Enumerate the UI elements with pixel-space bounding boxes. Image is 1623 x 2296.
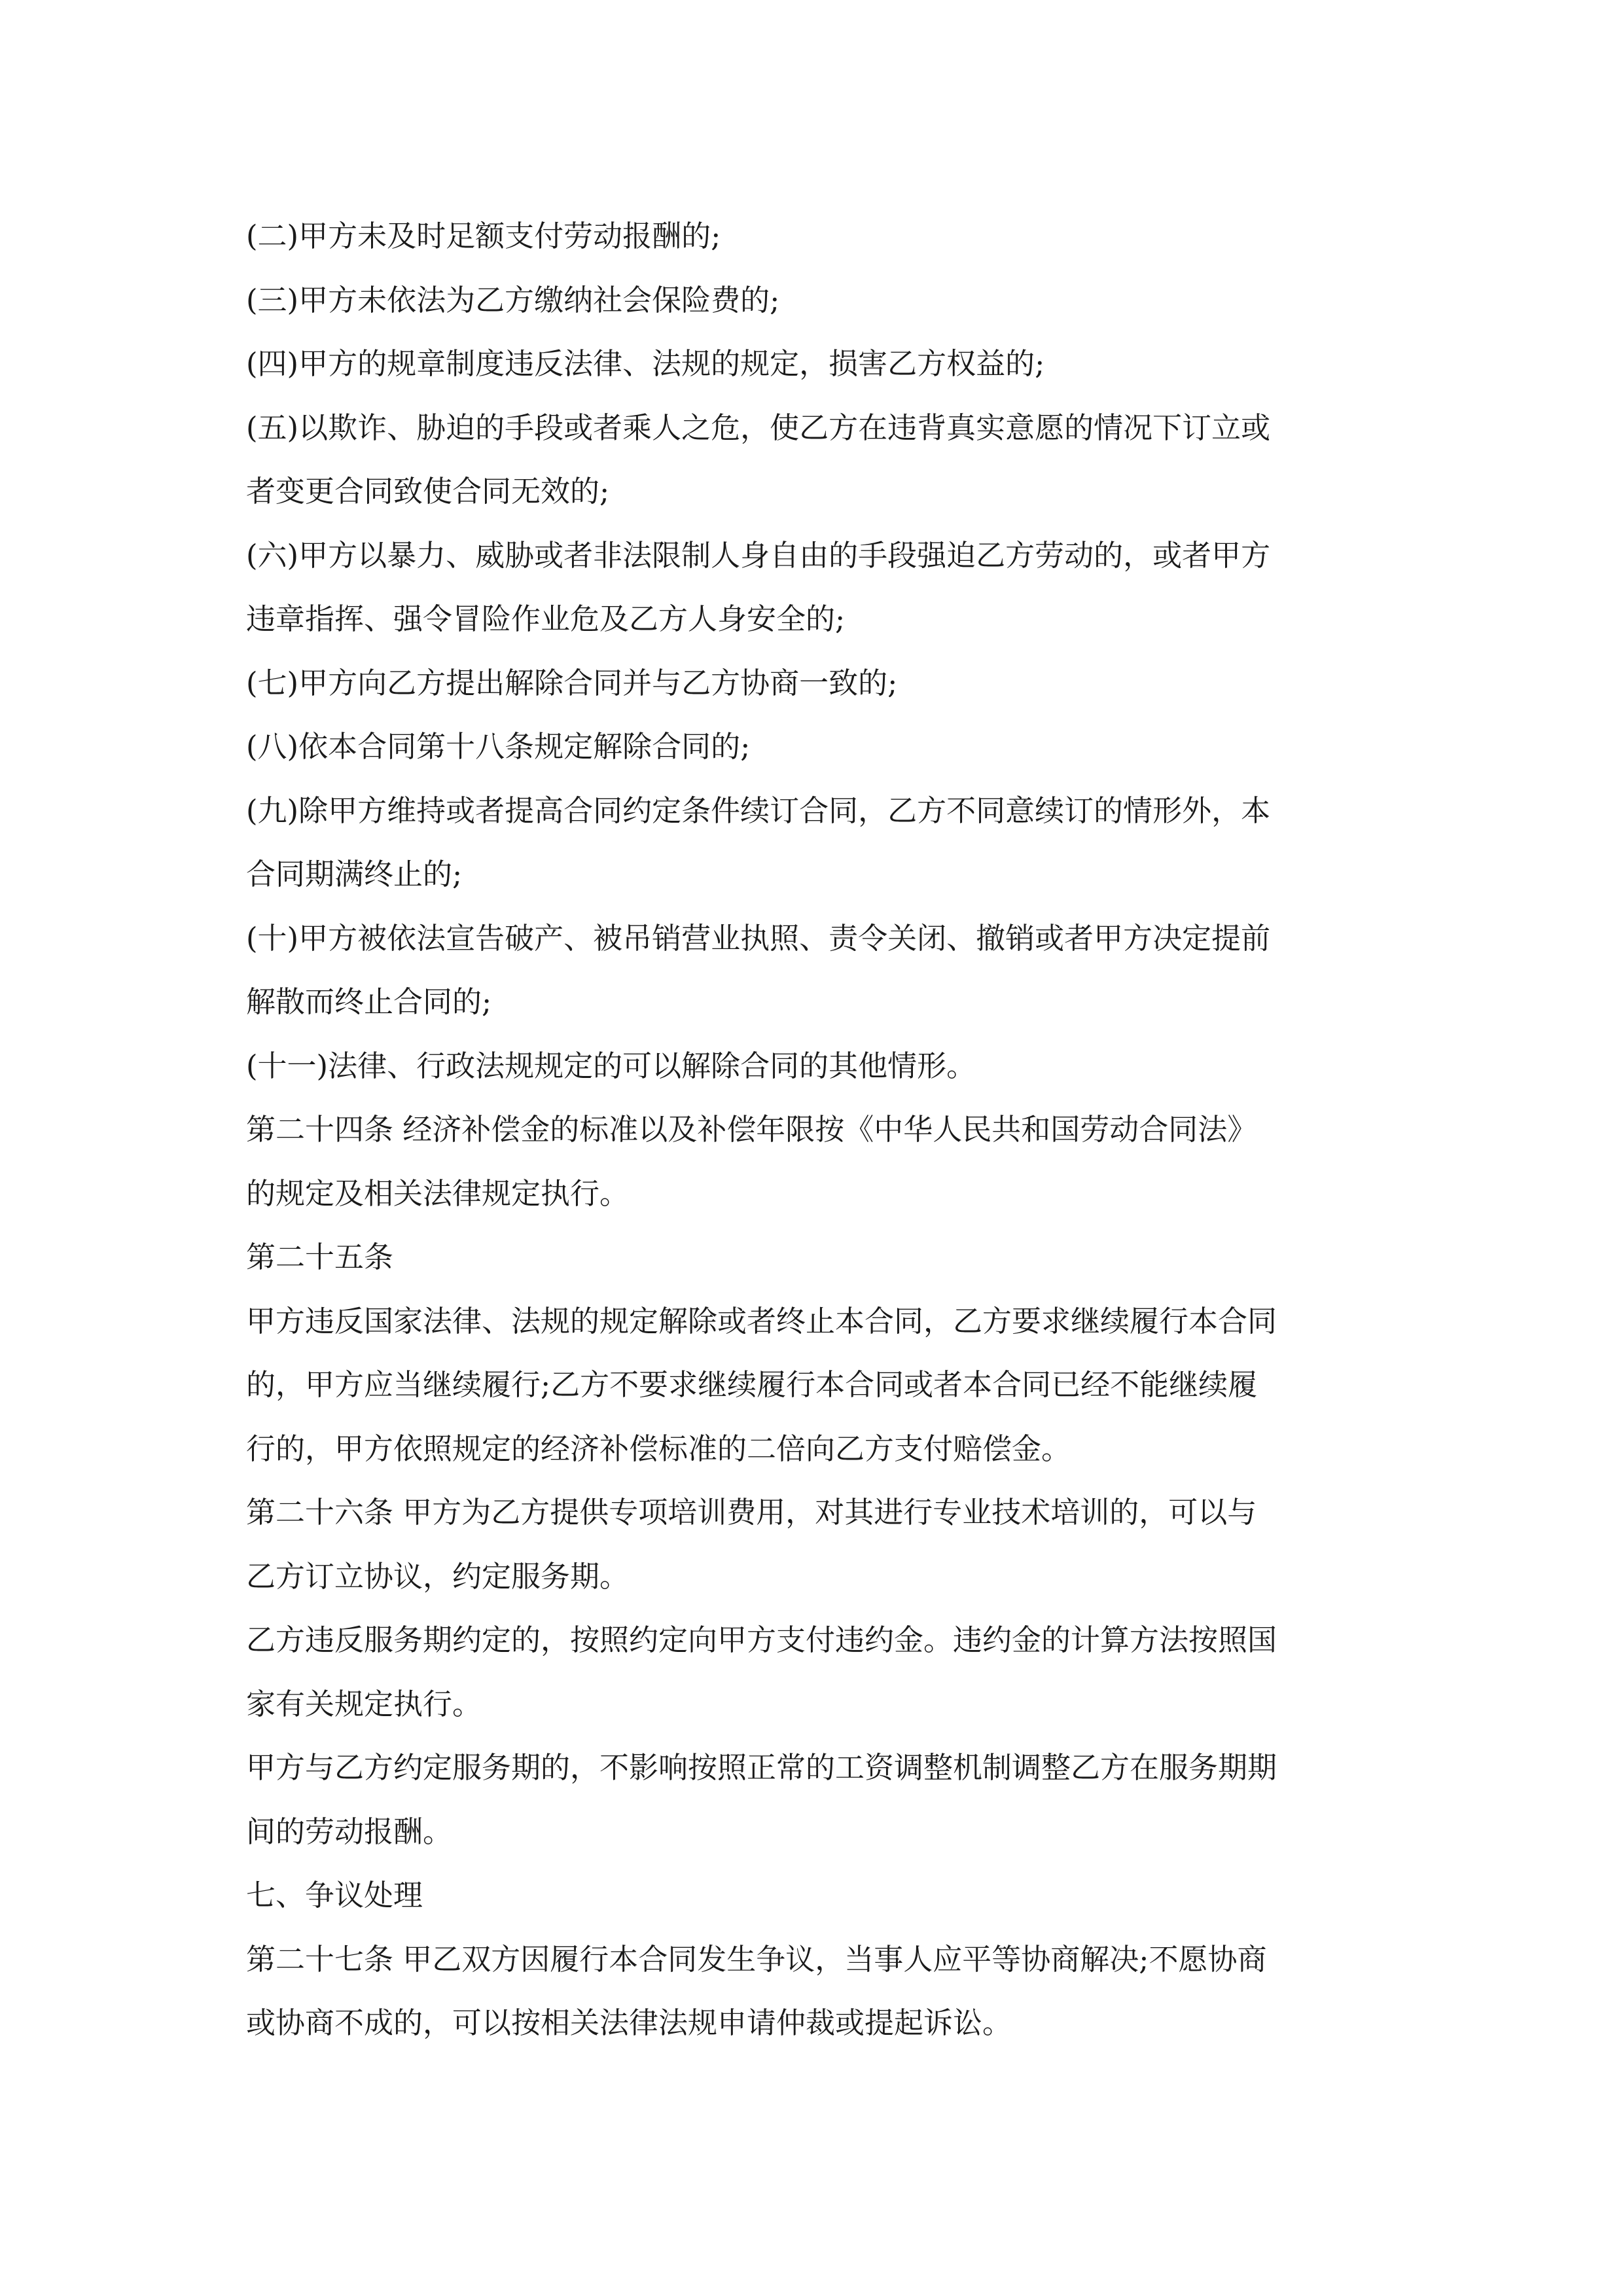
article-27-line: 第二十七条 甲乙双方因履行本合同发生争议，当事人应平等协商解决;不愿协商 (246, 1941, 1267, 1977)
text-line: 的，甲方应当继续履行;乙方不要求继续履行本合同或者本合同已经不能继续履 (246, 1367, 1258, 1402)
text-line: 合同期满终止的; (246, 857, 463, 891)
section-heading: 七、争议处理 (246, 1878, 423, 1912)
text-line: (四)甲方的规章制度违反法律、法规的规定，损害乙方权益的; (246, 346, 1045, 381)
text-line: 的规定及相关法律规定执行。 (246, 1175, 630, 1211)
text-line: (六)甲方以暴力、威胁或者非法限制人身自由的手段强迫乙方劳动的，或者甲方 (246, 537, 1271, 573)
text-line: 甲方违反国家法律、法规的规定解除或者终止本合同，乙方要求继续履行本合同 (246, 1303, 1277, 1338)
article-24-line: 第二十四条 经济补偿金的标准以及补偿年限按《中华人民共和国劳动合同法》 (246, 1112, 1257, 1147)
text-line: 解散而终止合同的; (246, 984, 492, 1019)
text-line: (十)甲方被依法宣告破产、被吊销营业执照、责令关闭、撤销或者甲方决定提前 (246, 920, 1271, 956)
article-26-line: 第二十六条 甲方为乙方提供专项培训费用，对其进行专业技术培训的，可以与 (246, 1495, 1257, 1530)
article-25-heading: 第二十五条 (246, 1240, 394, 1274)
document-body (246, 204, 1385, 2055)
text-line: 或协商不成的，可以按相关法律法规申请仲裁或提起诉讼。 (246, 2005, 1012, 2040)
text-line: (七)甲方向乙方提出解除合同并与乙方协商一致的; (246, 665, 898, 700)
text-line: 者变更合同致使合同无效的; (246, 474, 610, 509)
text-line: 行的，甲方依照规定的经济补偿标准的二倍向乙方支付赔偿金。 (246, 1431, 1071, 1466)
text-line: (二)甲方未及时足额支付劳动报酬的; (246, 219, 721, 253)
text-line: 间的劳动报酬。 (246, 1814, 453, 1849)
text-line: 乙方违反服务期约定的，按照约定向甲方支付违约金。违约金的计算方法按照国 (246, 1623, 1277, 1657)
text-line: 家有关规定执行。 (246, 1686, 482, 1721)
text-line: 乙方订立协议，约定服务期。 (246, 1558, 630, 1594)
text-line: (十一)法律、行政法规规定的可以解除合同的其他情形。 (246, 1048, 976, 1083)
text-line: (八)依本合同第十八条规定解除合同的; (246, 729, 751, 764)
text-line: (五)以欺诈、胁迫的手段或者乘人之危，使乙方在违背真实意愿的情况下订立或 (246, 410, 1271, 445)
text-line: 甲方与乙方约定服务期的，不影响按照正常的工资调整机制调整乙方在服务期期 (246, 1750, 1277, 1785)
text-line: 违章指挥、强令冒险作业危及乙方人身安全的; (246, 601, 846, 636)
text-line: (三)甲方未依法为乙方缴纳社会保险费的; (246, 282, 780, 317)
text-line: (九)除甲方维持或者提高合同约定条件续订合同，乙方不同意续订的情形外，本 (246, 793, 1271, 828)
